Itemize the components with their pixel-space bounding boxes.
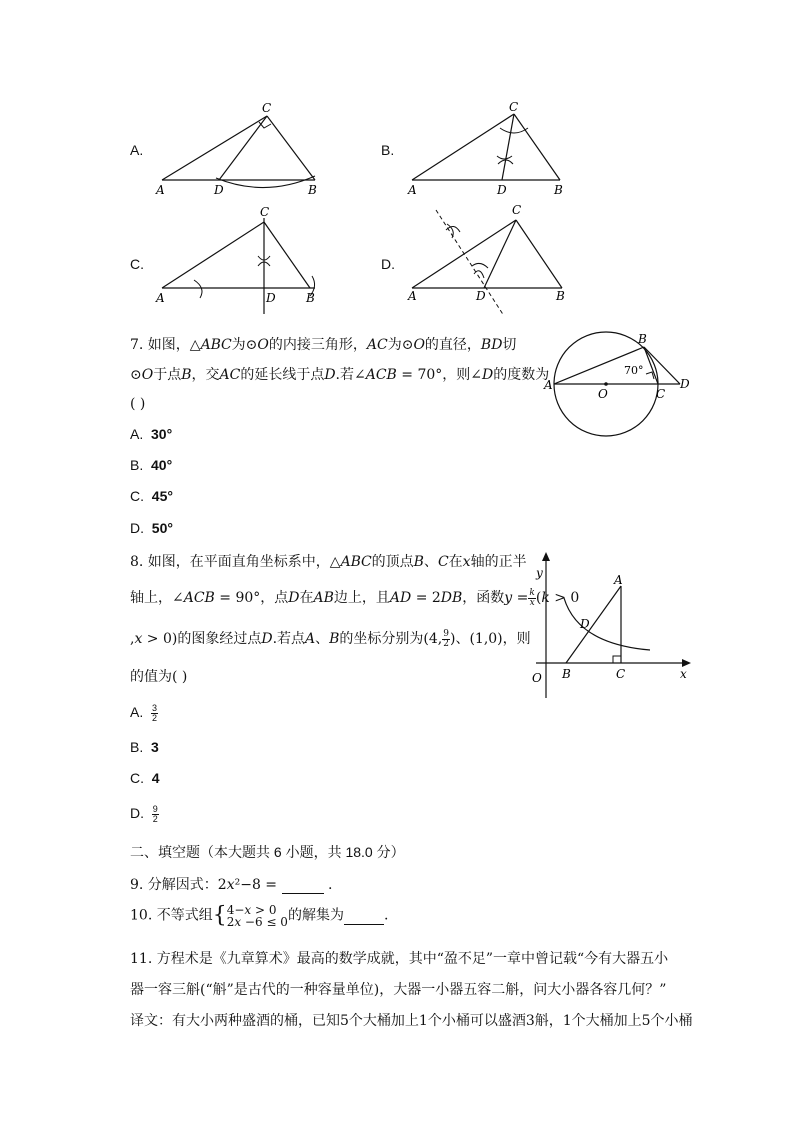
label-b: B [556, 289, 565, 303]
label-a: A [156, 291, 165, 305]
q10: 10. 不等式组{ 4−𝑥 > 0 2𝑥 −6 ≤ 0 的解集为 . [130, 902, 389, 929]
angle-label: 70° [624, 364, 644, 377]
q8-option-b: B. 3 [130, 739, 159, 755]
label-b: B [306, 291, 315, 305]
q7-line2: ⊙𝑂于点𝐵，交𝐴𝐶的延长线于点𝐷.若∠𝐴𝐶𝐵 = 70°，则∠𝐷的度数为 [130, 367, 550, 383]
option-a-figure [150, 98, 330, 198]
label-a: A [408, 183, 417, 197]
q7-line3: ( ) [130, 396, 146, 412]
q8-option-c: C. 4 [130, 770, 160, 786]
label-c: C [509, 100, 519, 114]
label-c: C [260, 205, 270, 219]
label-o: O [532, 671, 542, 685]
q7-option-d: D. 50° [130, 520, 173, 536]
label-a: A [408, 289, 417, 303]
label-y: y [536, 566, 543, 580]
option-c-figure [150, 200, 330, 320]
label-d: D [580, 617, 590, 631]
q7-figure [540, 326, 700, 440]
q11-line3: 译文：有大小两种盛酒的桶，已知5个大桶加上1个小桶可以盛酒3斛，1个大桶加上5个小桶 [130, 1013, 693, 1029]
q8-line2: 轴上，∠𝐴𝐶𝐵 = 90°，点𝐷在𝐴𝐵边上，且𝐴𝐷 = 2𝐷𝐵，函数𝑦 = $\frac{k}{x}$ (𝑘 > 0 [130, 587, 580, 608]
option-d-figure [400, 200, 580, 320]
option-b-figure [400, 98, 580, 198]
q7-option-b: B. 40° [130, 457, 173, 473]
q11-line2: 器一容三斛(“斛”是古代的一种容量单位)，大器一小器五容二斛，问大小器各容几何？” [130, 982, 667, 998]
q9: 9. 分解因式：2𝑥²−8 = . [130, 877, 333, 893]
label-a: A [156, 183, 165, 197]
label-b: B [554, 183, 563, 197]
q8-line1: 8. 如图，在平面直角坐标系中，△𝐴𝐵𝐶的顶点𝐵、𝐶在𝑥轴的正半 [130, 554, 527, 570]
q11-line1: 11. 方程术是《九章算术》最高的数学成就，其中“盈不足”一章中曾记载“今有大器五小 [130, 951, 669, 967]
q8-line4: 的值为( ) [130, 669, 188, 685]
label-d: D [214, 183, 224, 197]
q8-figure [526, 548, 696, 703]
label-d: D [497, 183, 507, 197]
q7-option-c: C. 45° [130, 488, 173, 504]
label-x: x [680, 667, 687, 681]
label-c: C [656, 387, 666, 401]
label-b: B [638, 332, 647, 346]
option-a-label: A. [130, 142, 144, 158]
q7-option-a: A. 30° [130, 426, 173, 442]
label-d: D [266, 291, 276, 305]
label-c: C [512, 203, 522, 217]
q8-option-d: D. $\frac{9}{2}$ [130, 804, 158, 824]
label-d: D [680, 377, 690, 391]
section-heading: 二、填空题（本大题共 6 小题，共 18.0 分） [130, 844, 405, 860]
q8-option-a: A. $\frac{3}{2}$ [130, 703, 158, 723]
label-b: B [308, 183, 317, 197]
option-c-label: C. [130, 256, 144, 272]
label-a: A [614, 573, 623, 587]
label-c: C [262, 101, 272, 115]
option-b-label: B. [381, 142, 395, 158]
label-c: C [616, 667, 626, 681]
q7-line1: 7. 如图，△𝐴𝐵𝐶为⊙𝑂的内接三角形，𝐴𝐶为⊙𝑂的直径，𝐵𝐷切 [130, 337, 517, 353]
label-a: A [544, 378, 553, 392]
q8-line3: ,𝑥 > 0)的图象经过点𝐷.若点𝐴、𝐵的坐标分别为(4, $\frac{9}{2}$ )、(1,0)，则 [130, 628, 531, 649]
label-o: O [598, 387, 608, 401]
label-d: D [476, 289, 486, 303]
label-b: B [562, 667, 571, 681]
option-d-label: D. [381, 256, 395, 272]
